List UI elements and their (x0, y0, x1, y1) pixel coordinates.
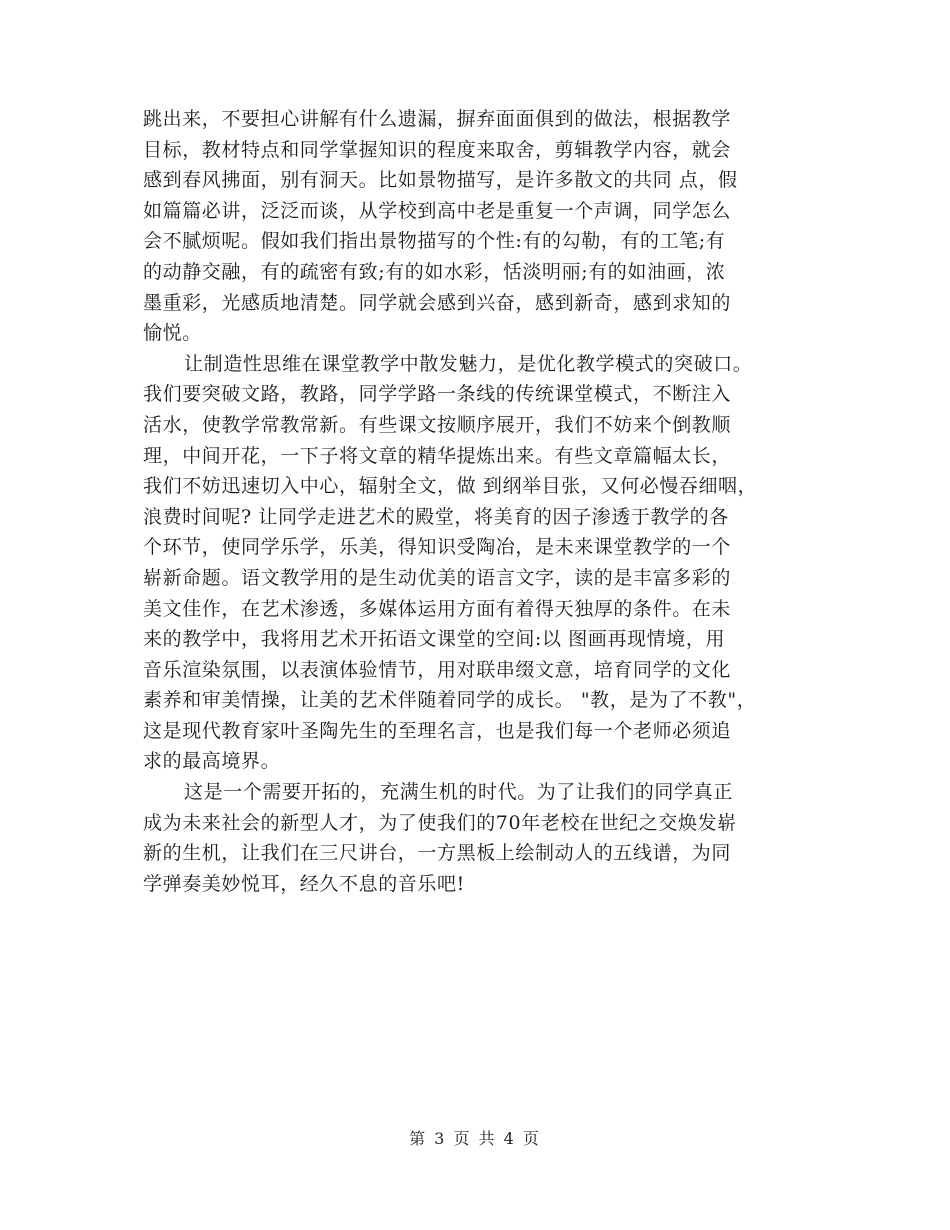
text-line: 这是一个需要开拓的，充满生机的时代。为了让我们的同学真正 (184, 781, 733, 804)
page-footer: 第 3 页 共 4 页 (409, 1129, 541, 1148)
paragraph (143, 777, 808, 899)
text-line: 会不腻烦呢。假如我们指出景物描写的个性:有的勾勒，有的工笔;有 (143, 230, 726, 253)
text-line: 求的最高境界。 (143, 750, 281, 773)
text-line: 个环节，使同学乐学，乐美，得知识受陶冶，是未来课堂教学的一个 (143, 536, 732, 559)
text-line: 浪费时间呢? 让同学走进艺术的殿堂，将美育的因子渗透于教学的各 (143, 505, 729, 528)
text-line: 来的教学中，我将用艺术开拓语文课堂的空间:以 图画再现情境，用 (143, 628, 726, 651)
text-line: 新的生机，让我们在三尺讲台，一方黑板上绘制动人的五线谱，为同 (143, 842, 732, 865)
text-line: 音乐渲染氛围，以表演体验情节，用对联串缀文意，培育同学的文化 (143, 658, 732, 681)
text-line: 素养和审美情操，让美的艺术伴随着同学的成长。 "教，是为了不教"， (143, 689, 757, 712)
text-line: 跳出来，不要担心讲解有什么遗漏，摒弃面面俱到的做法，根据教学 (143, 108, 732, 130)
text-line: 愉悦。 (143, 322, 202, 345)
text-line: 成为未来社会的新型人才，为了使我们的70年老校在世纪之交焕发崭 (143, 811, 737, 834)
text-line: 我们不妨迅速切入中心，辐射全文，做 到纲举目张，又何必慢吞细咽， (143, 475, 758, 498)
text-line: 这是现代教育家叶圣陶先生的至理名言，也是我们每一个老师必须追 (143, 719, 732, 742)
text-line: 崭新命题。语文教学用的是生动优美的语言文字，读的是丰富多彩的 (143, 566, 732, 589)
text-line: 感到春风拂面，别有洞天。比如景物描写，是许多散文的共同 点，假 (143, 169, 738, 192)
text-line: 学弹奏美妙悦耳，经久不息的音乐吧! (143, 872, 465, 895)
text-line: 我们要突破文路，教路，同学学路一条线的传统课堂模式，不断注入 (143, 383, 732, 406)
text-line: 的动静交融，有的疏密有致;有的如水彩，恬淡明丽;有的如油画，浓 (143, 260, 726, 283)
text-line: 活水，使教学常教常新。有些课文按顺序展开，我们不妨来个倒教顺 (143, 413, 732, 436)
text-line: 墨重彩，光感质地清楚。同学就会感到兴奋，感到新奇，感到求知的 (143, 291, 732, 314)
text-line: 目标，教材特点和同学掌握知识的程度来取舍，剪辑教学内容，就会 (143, 138, 732, 161)
document-body (143, 104, 808, 899)
text-line: 美文佳作，在艺术渗透，多媒体运用方面有着得天独厚的条件。在未 (143, 597, 732, 620)
paragraph (143, 349, 808, 777)
paragraph (143, 104, 808, 349)
text-line: 理，中间开花，一下子将文章的精华提炼出来。有些文章篇幅太长， (143, 444, 732, 467)
text-line: 让制造性思维在课堂教学中散发魅力，是优化教学模式的突破口。 (184, 352, 753, 375)
text-line: 如篇篇必讲，泛泛而谈，从学校到高中老是重复一个声调，同学怎么 (143, 199, 732, 222)
